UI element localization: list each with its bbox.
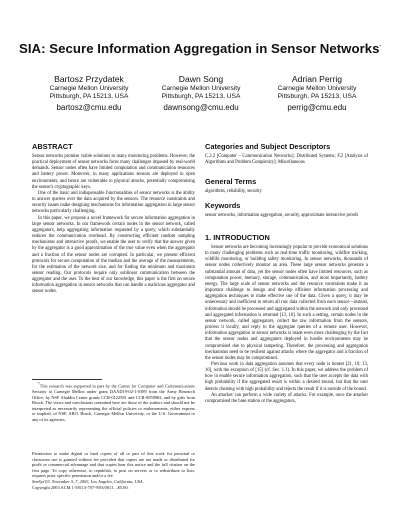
abstract-paragraph: One of the basic and indispensable functionalities of sensor networks is the ability to answer queries over the data acquired by the sensors. The resource constraints and security issues make designing mechanisms for information aggregation in large sensor networks particularly challenging. bbox=[32, 190, 195, 215]
categories-section bbox=[205, 142, 368, 166]
footnote-rule bbox=[32, 379, 102, 380]
author-name: Adrian Perrig bbox=[291, 74, 343, 84]
abstract-paragraph: In this paper, we propose a novel framework for secure information aggregation in large sensor networks. In our framework certain nodes in the sensor network, called aggregators, help aggregating information requested by a query, which substantially reduces the communication overhead. By constructing efficient random sampling mechanisms and interactive proofs, we enable the user to verify that the answer given by the aggregator is a good approximation of the true value even when the aggregator and a fraction of the sensor nodes are corrupted. In particular, we present efficient protocols for secure computation of the median and the average of the measurements, for the estimation of the network size, and for finding the minimum and maximum sensor reading. Our protocols require only sublinear communication between the aggregator and the user. To the best of our knowledge, this paper is the first on secure information aggregation in sensor networks that can handle a malicious aggregator and sensor nodes. bbox=[32, 215, 195, 295]
author-block bbox=[141, 74, 261, 114]
introduction-paragraph: Sensor networks are becoming increasingly popular to provide economical solutions to many challenging problems such as real-time traffic monitoring, wildfire tracking, wildlife monitoring, or building safety monitoring. In sensor networks, thousands of sensor nodes collectively monitor an area. These large sensor networks generate a substantial amount of data, yet the sensor nodes often have limited resources, such as computation power, memory, storage, communication, and most importantly, battery energy. The large scale of sensor networks and the resource constraints make it an important challenge to design and develop efficient information processing and aggregation techniques to make effective use of the data. Given a query, it may be unnecessary and inefficient to return all raw data collected from each sensor—instead, information should be processed and aggregated within the network and only processed and aggregated information is returned [13, 16]. In such a setting, certain nodes in the sensor network, called aggregators, collect the raw information from the sensors, process it locally, and reply to the aggregate queries of a remote user. However, information aggregation in sensor networks is made even more challenging by the fact that the sensor nodes and aggregators deployed in hostile environments may be compromised due to physical tampering. Therefore, the processing and aggregation mechanisms need to be resilient against attacks where the aggregator and a fraction of the sensor nodes may be compromised. bbox=[205, 245, 368, 361]
author-address: Pittsburgh, PA 15213, USA bbox=[277, 93, 357, 101]
general-terms-heading: General Terms bbox=[205, 177, 257, 186]
introduction-paragraph: Previous work in data aggregation assumes that every node is honest [21, 10, 13, 16], with the exception of [15] (cf. Sec. 1.1). In this paper, we address the problem of how to enable secure information aggregation, such that the user accepts the data with high probability if the aggregated result is within a desired bound, but that the user detects cheating with high probability and rejects the result if it is outside of the bound. bbox=[205, 361, 368, 392]
abstract-section bbox=[32, 142, 195, 296]
keywords-text: sensor networks, information aggregation, security, approximate interactive proofs bbox=[205, 213, 359, 218]
keywords-heading: Keywords bbox=[205, 201, 241, 210]
author-email: perrig@cmu.edu bbox=[287, 103, 347, 113]
categories-heading: Categories and Subject Descriptors bbox=[205, 142, 331, 151]
introduction-paragraph: An attacker can perform a wide variety of attacks. For example, once the attacker compromised the base station or the aggregators, bbox=[205, 392, 368, 404]
footnote bbox=[32, 382, 195, 423]
permission-notice bbox=[32, 451, 195, 490]
keywords-section bbox=[205, 201, 368, 219]
abstract-heading: ABSTRACT bbox=[32, 142, 73, 151]
general-terms-section bbox=[205, 177, 368, 195]
author-affiliation: Carnegie Mellon University bbox=[49, 85, 129, 92]
introduction-section bbox=[205, 233, 368, 405]
author-name: Dawn Song bbox=[178, 74, 224, 84]
author-block bbox=[29, 74, 149, 114]
introduction-heading: 1. INTRODUCTION bbox=[205, 233, 270, 242]
abstract-paragraph: Sensor networks promise viable solutions to many monitoring problems. However, the practical deployment of sensor networks faces many challenges imposed by real-world demands. Sensor nodes often have limited computation and communication resources and battery power. Moreover, in many applications sensors are deployed in open environments, and hence are vulnerable to physical attacks, potentially compromising the sensor's cryptographic keys. bbox=[32, 154, 195, 190]
author-email: dawnsong@cmu.edu bbox=[163, 103, 239, 113]
paper-title: SIA: Secure Information Aggregation in Sensor Networks* bbox=[19, 41, 381, 56]
author-address: Pittsburgh, PA 15213, USA bbox=[161, 93, 241, 101]
author-email: bartosz@cmu.edu bbox=[56, 103, 122, 113]
footnote-text: *This research was supported in part by the Center for Computer and Communications Security at Carnegie Mellon under grant DAAD19-02-1-0389 from the Army Research Office, by NSF Aladdin Center grants CCR-0122581 and CCR-0058982, and by gifts from Bosch. The views and conclusions contained here are those of the authors and should not be interpreted as necessarily representing the official policies or endorsements, either express or implied, of NSF, ARO, Bosch, Carnegie Mellon University, or the U.S. Government or any of its agencies. bbox=[32, 382, 195, 423]
author-affiliation: Carnegie Mellon University bbox=[161, 85, 241, 92]
conference-line: SenSys'03, November 5–7, 2003, Los Angeles, California, USA. bbox=[32, 478, 144, 484]
permission-text: Permission to make digital or hard copies of all or part of this work for personal or classroom use is granted without fee provided that copies are not made or distributed for profit or commercial advantage and that copies bear this notice and the full citation on the first page. To copy otherwise, to republish, to post on servers or to redistribute to lists, requires prior specific permission and/or a fee. bbox=[32, 451, 195, 479]
general-terms-text: algorithms, reliability, security bbox=[205, 189, 262, 194]
categories-text: C.2.2 [Computer – Communication Networks]: Distributed Systems; F.2 [Analysis of Algorithms and Problem Complexity]: Miscellaneous bbox=[205, 154, 368, 166]
author-address: Pittsburgh, PA 15213, USA bbox=[49, 93, 129, 101]
copyright-line: Copyright 2003 ACM 1-58113-707-9/03/0011 ...$5.00. bbox=[32, 484, 129, 490]
author-block bbox=[257, 74, 377, 114]
author-name: Bartosz Przydatek bbox=[54, 74, 124, 84]
author-affiliation: Carnegie Mellon University bbox=[277, 85, 357, 92]
